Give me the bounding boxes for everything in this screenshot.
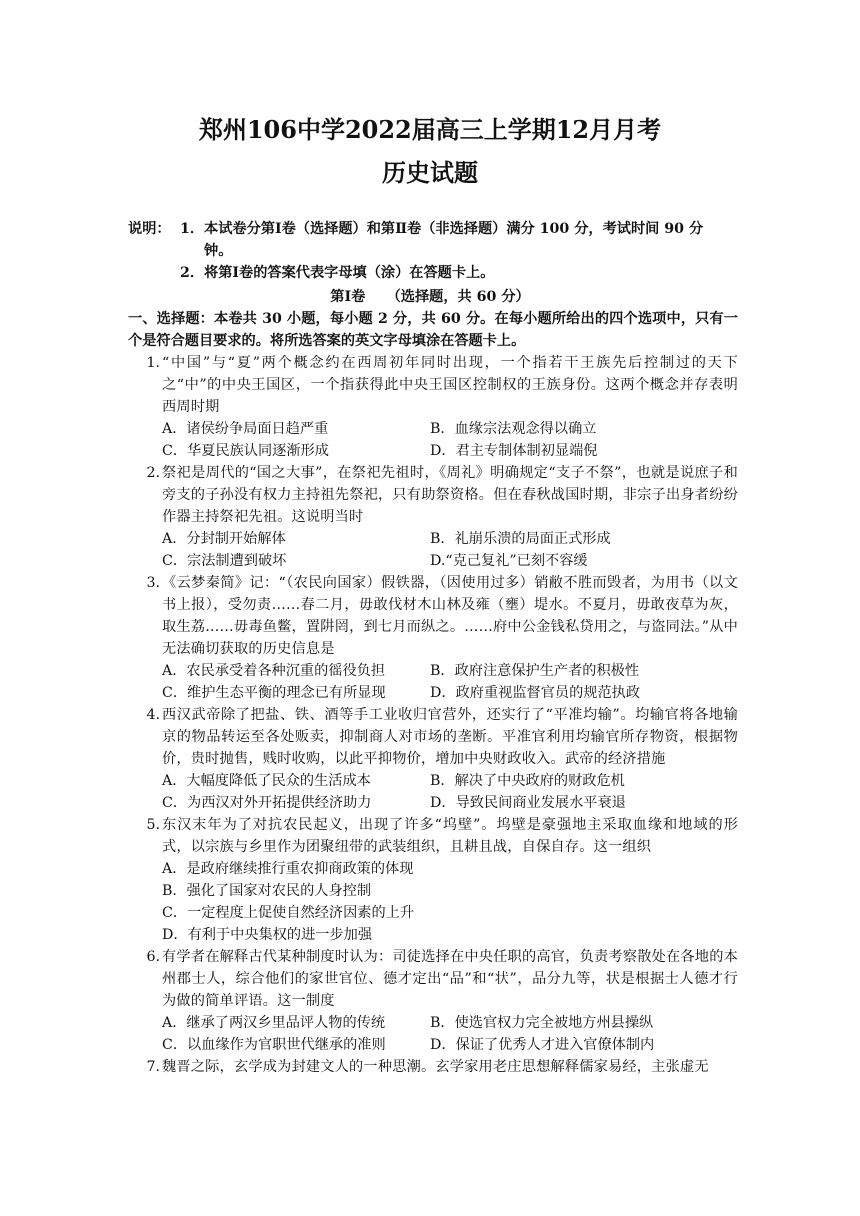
- question-7: [128, 1056, 738, 1078]
- option-b: B．血缘宗法观念得以确立: [430, 421, 597, 437]
- option-a: A．分封制开始解体: [162, 531, 286, 547]
- question-number: 7.: [146, 1059, 160, 1075]
- instruction-text-cont: 钟。: [204, 243, 233, 259]
- instruction-number: 2．: [180, 265, 205, 281]
- option-d: D.“克己复礼”已刻不容缓: [430, 553, 588, 569]
- question-1: [128, 352, 738, 462]
- option-d: D．有利于中央集权的进一步加强: [162, 927, 373, 943]
- question-number: 6.: [146, 949, 160, 965]
- question-number: 5.: [146, 817, 160, 833]
- option-c: C．维护生态平衡的理念已有所显现: [162, 685, 386, 701]
- section-heading: 第Ⅰ卷 （选择题，共 60 分）: [330, 289, 530, 305]
- exam-title: 郑州106中学2022届高三上学期12月月考: [198, 115, 662, 144]
- option-d: D．君主专制体制初显端倪: [430, 443, 598, 459]
- option-c: C．以血缘作为官职世代继承的准则: [162, 1037, 386, 1053]
- option-b: B．政府注意保护生产者的积极性: [430, 663, 640, 679]
- question-3: [128, 572, 738, 704]
- question-text: 东汉末年为了对抗农民起义，出现了许多“坞壁”。坞壁是豪强地主采取血缘和地域的形式，以宗族与乡里作为团聚纽带的武装组织，且耕且战，自保自存。这一组织: [162, 817, 738, 855]
- question-number: 4.: [146, 707, 160, 723]
- option-c: C．为西汉对外开拓提供经济助力: [162, 795, 372, 811]
- question-text: 西汉武帝除了把盐、铁、酒等手工业收归官营外，还实行了“平准均输”。均输官将各地输京的物品转运至各处贩卖，抑制商人对市场的垄断。平准官利用均输官所存物资，根据物价，贵时抛售，贱时收购，以此平抑物价，增加中央财政收入。武帝的经济措施: [162, 707, 738, 767]
- question-text: 祭祀是周代的“国之大事”，在祭祀先祖时，《周礼》明确规定“支子不祭”，也就是说庶子和旁支的子孙没有权力主持祖先祭祀，只有助祭资格。但在春秋战国时期，非宗子出身者纷纷作器主持祭祀先祖。这说明当时: [162, 465, 738, 525]
- option-b: B．解决了中央政府的财政危机: [430, 773, 625, 789]
- question-4: [128, 704, 738, 814]
- option-b: B．强化了国家对农民的人身控制: [162, 883, 372, 899]
- question-text: 《云梦秦简》记：“（农民向国家）假铁器，（因使用过多）销敝不胜而毁者，为用书（以文书上报），受勿责……春二月，毋敢伐材木山林及雍（壅）堤水。不夏月，毋敢夜草为灰，取生荔……毋毒鱼鳖，置阱罔，到七月而纵之。……府中公金钱私贷用之，与盗同法。”从中无法确切获取的历史信息是: [162, 575, 738, 657]
- option-d: D．导致民间商业发展水平衰退: [430, 795, 626, 811]
- question-text: 魏晋之际，玄学成为封建文人的一种思潮。玄学家用老庄思想解释儒家易经，主张虚无: [162, 1059, 709, 1075]
- option-b: B．礼崩乐溃的局面正式形成: [430, 531, 611, 547]
- question-number: 1.: [146, 355, 160, 371]
- question-6: [128, 946, 738, 1056]
- option-c: C．宗法制遭到破坏: [162, 553, 287, 569]
- option-a: A．农民承受着各种沉重的徭役负担: [162, 663, 386, 679]
- exam-subject: 历史试题: [382, 158, 478, 187]
- option-c: C．一定程度上促使自然经济因素的上升: [162, 905, 415, 921]
- question-number: 3.: [146, 575, 160, 591]
- instructions-label: 说明：: [128, 221, 171, 237]
- instruction-text: 将第Ⅰ卷的答案代表字母填（涂）在答题卡上。: [204, 265, 495, 281]
- question-list: [128, 352, 738, 1078]
- instructions: [128, 218, 738, 284]
- question-text: 有学者在解释古代某种制度时认为：司徒选择在中央任职的高官，负责考察散处在各地的本州郡士人，综合他们的家世官位、德才定出“品”和“状”，品分九等，状是根据士人德才行为做的简单评语。这一制度: [162, 949, 738, 1009]
- option-d: D．保证了优秀人才进入官僚体制内: [430, 1037, 655, 1053]
- part-intro: 一、选择题：本卷共 30 小题，每小题 2 分，共 60 分。在每小题所给出的四个选项中，只有一个是符合题目要求的。将所选答案的英文字母填涂在答题卡上。: [128, 311, 738, 349]
- option-d: D．政府重视监督官员的规范执政: [430, 685, 641, 701]
- instruction-number: 1．: [180, 221, 205, 237]
- question-text: “中国”与“夏”两个概念约在西周初年同时出现，一个指若干王族先后控制过的天下之“中”的中央王国区，一个指获得此中央王国区控制权的王族身份。这两个概念并存表明西周时期: [162, 355, 738, 415]
- option-b: B．使选官权力完全被地方州县操纵: [430, 1015, 654, 1031]
- option-a: A．大幅度降低了民众的生活成本: [162, 773, 371, 789]
- question-number: 2.: [146, 465, 160, 481]
- option-a: A．继承了两汉乡里品评人物的传统: [162, 1015, 386, 1031]
- instruction-text: 本试卷分第Ⅰ卷（选择题）和第Ⅱ卷（非选择题）满分 100 分，考试时间 90 分: [204, 221, 704, 237]
- option-c: C．华夏民族认同逐渐形成: [162, 443, 329, 459]
- question-2: [128, 462, 738, 572]
- option-a: A．是政府继续推行重农抑商政策的体现: [162, 861, 414, 877]
- option-a: A．诸侯纷争局面日趋严重: [162, 421, 329, 437]
- question-5: [128, 814, 738, 946]
